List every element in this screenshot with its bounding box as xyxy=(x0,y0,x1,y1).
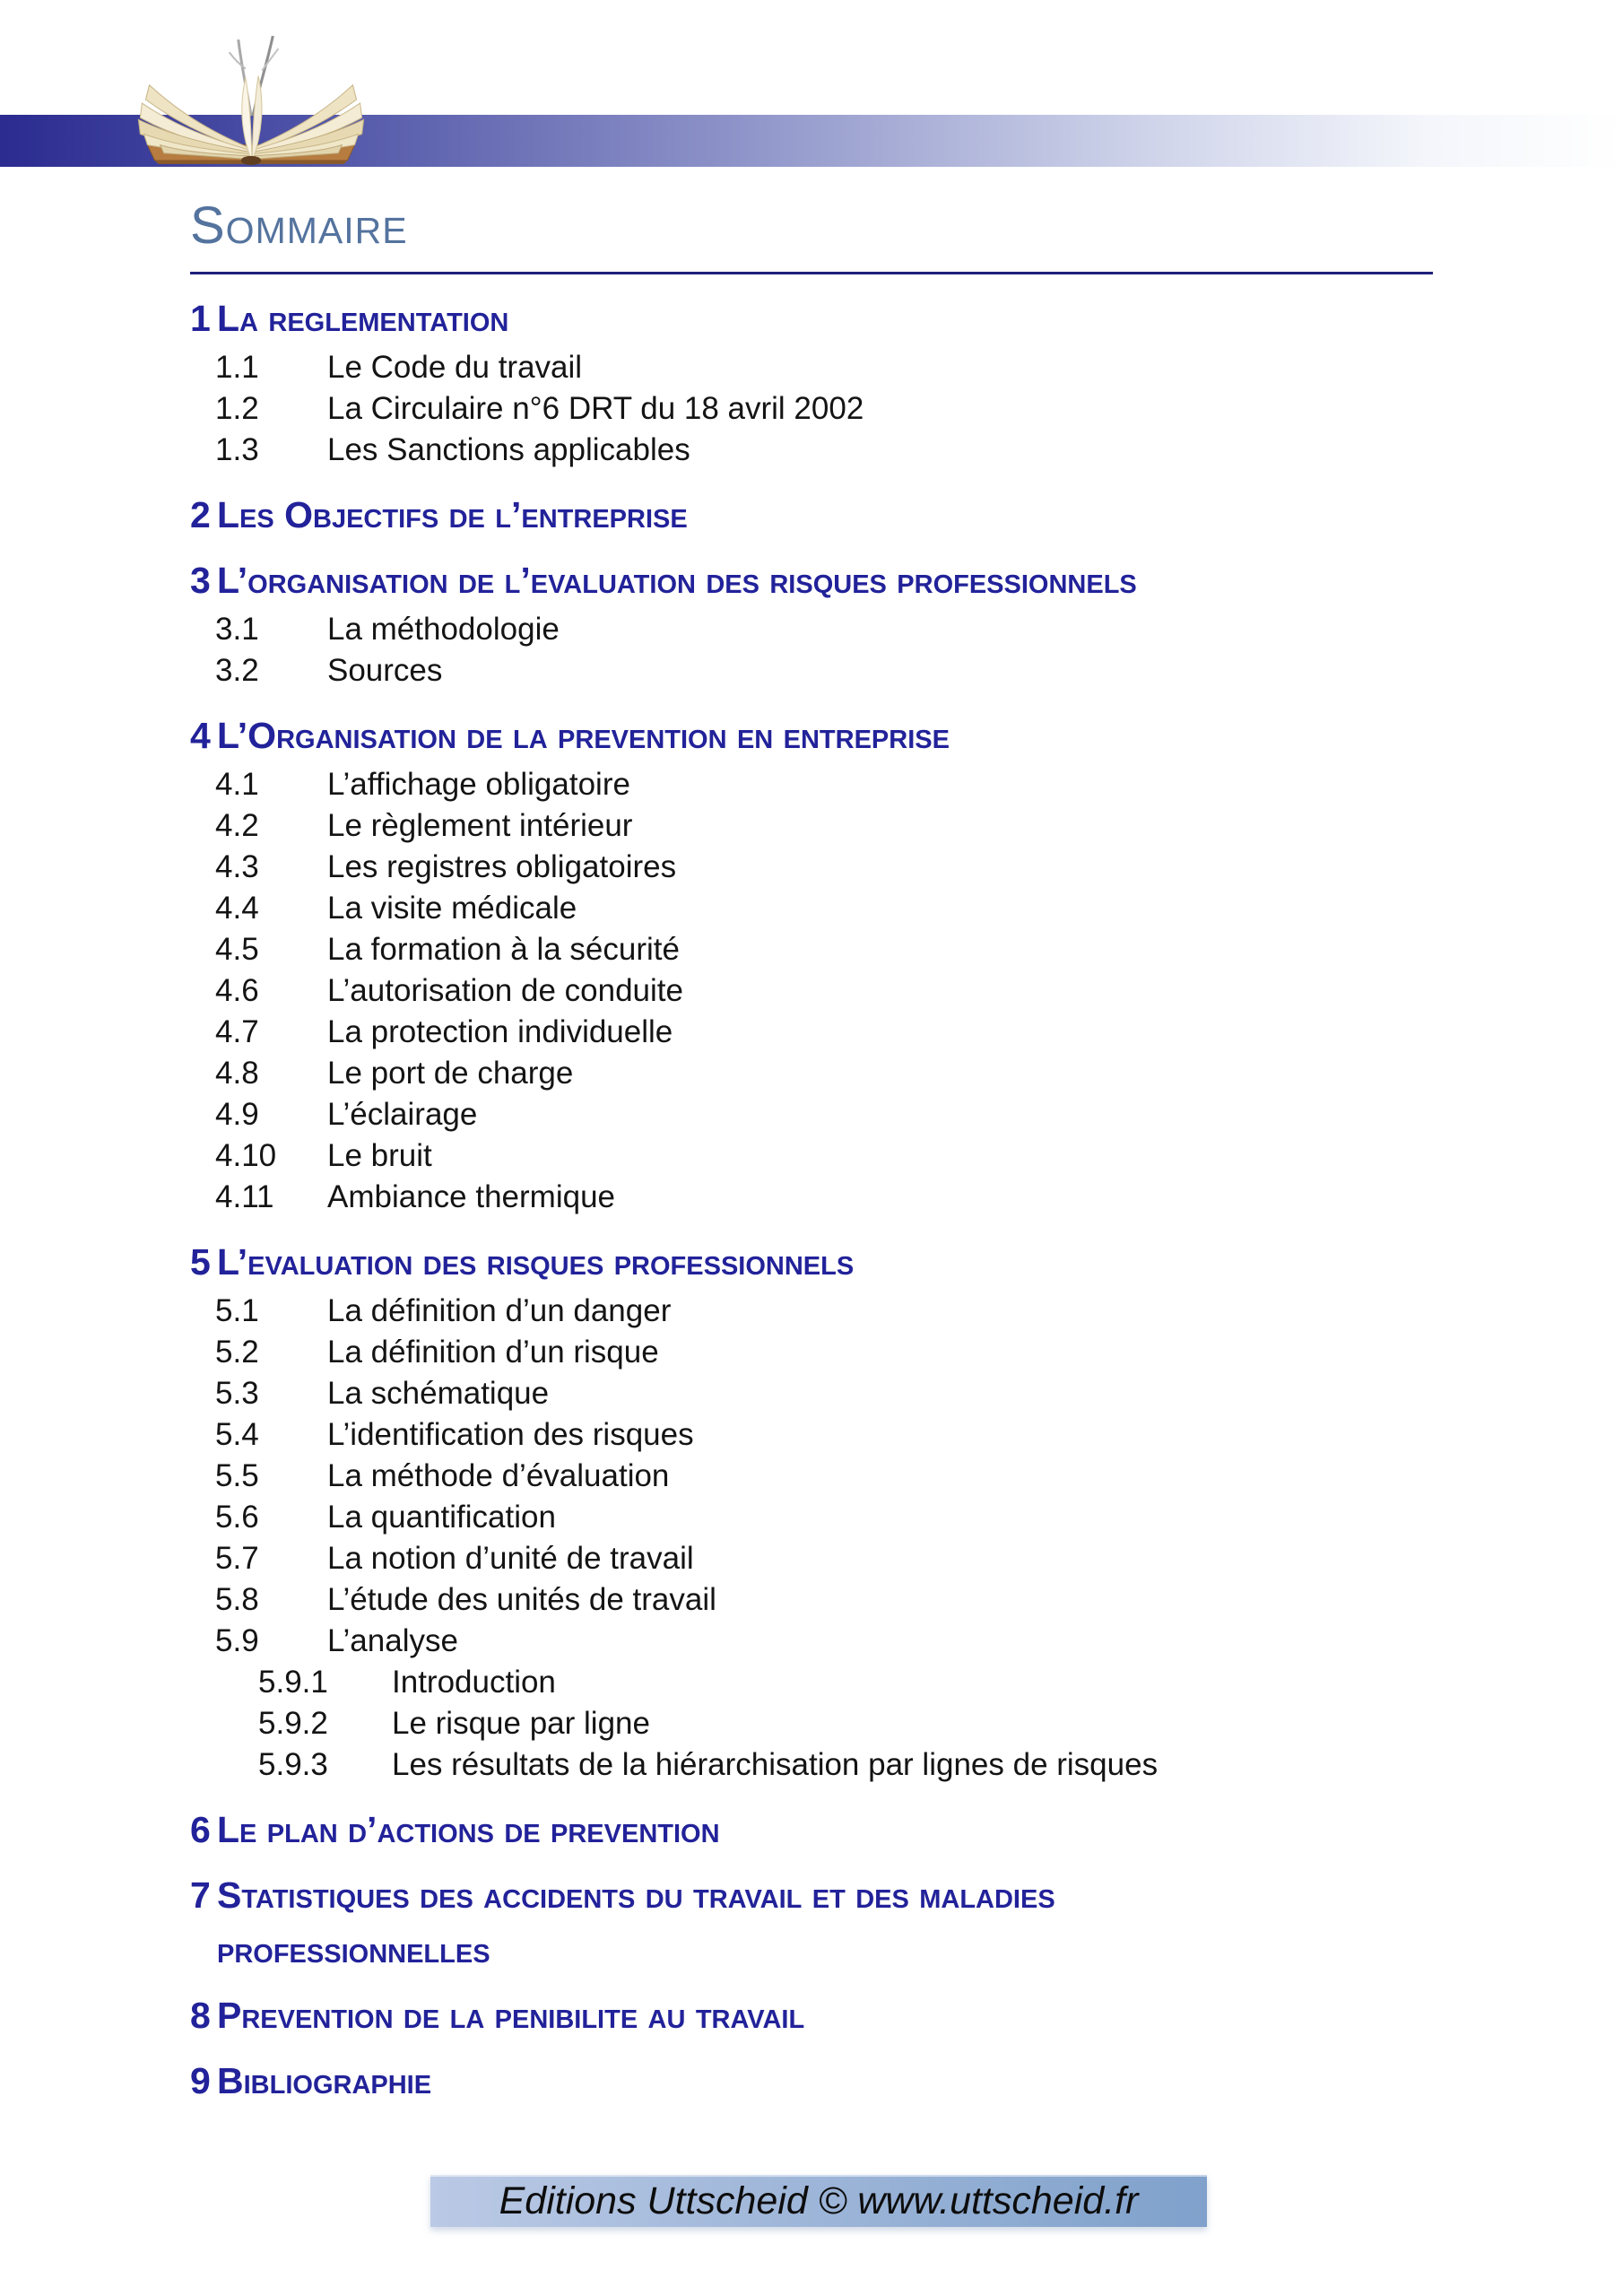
toc-number: 1.1 xyxy=(215,349,259,385)
toc-label: La quantification xyxy=(327,1499,556,1535)
toc-number: 4.9 xyxy=(215,1096,259,1132)
toc-number: 5.9.2 xyxy=(258,1705,328,1741)
toc-number: 5.7 xyxy=(215,1540,259,1576)
toc-entry-4.4 xyxy=(190,888,1433,929)
toc-entry-5.9.1 xyxy=(190,1662,1433,1703)
toc-label: Prevention de la penibilite au travail xyxy=(217,1994,805,2036)
toc-entry-3.1 xyxy=(190,609,1433,650)
toc-label: La visite médicale xyxy=(327,890,577,926)
toc-entry-4.9 xyxy=(190,1094,1433,1135)
toc-number: 1.3 xyxy=(215,431,259,467)
toc-entry-4.3 xyxy=(190,847,1433,888)
toc-number: 9 xyxy=(190,2059,211,2101)
toc-entry-5.9.3 xyxy=(190,1744,1433,1786)
toc-number: 1.2 xyxy=(215,390,259,426)
toc-label: Le port de charge xyxy=(327,1055,574,1091)
toc-number: 5.4 xyxy=(215,1416,259,1452)
toc-label: La définition d’un danger xyxy=(327,1292,672,1328)
toc-label: La méthode d’évaluation xyxy=(327,1457,670,1493)
title-rule xyxy=(190,272,1433,274)
toc-number: 8 xyxy=(190,1994,211,2036)
toc-label: Les Sanctions applicables xyxy=(327,431,690,467)
toc-entry-4.5 xyxy=(190,929,1433,970)
toc-label: Le risque par ligne xyxy=(392,1705,650,1741)
toc-number: 6 xyxy=(190,1808,211,1850)
open-book-icon xyxy=(133,32,369,169)
toc-entry-4.8 xyxy=(190,1053,1433,1094)
toc-label: La méthodologie xyxy=(327,611,560,647)
toc-number: 1 xyxy=(190,297,211,339)
toc-entry-5.2 xyxy=(190,1332,1433,1373)
toc-label: Introduction xyxy=(392,1664,556,1700)
toc-entry-4.1 xyxy=(190,764,1433,805)
toc-heading-2 xyxy=(190,494,1433,536)
toc-label: Les Objectifs de l’entreprise xyxy=(217,493,688,535)
toc-heading-9 xyxy=(190,2060,1433,2102)
toc-entry-4.10 xyxy=(190,1135,1433,1177)
toc-heading-1 xyxy=(190,298,1433,340)
toc-label: Ambiance thermique xyxy=(327,1178,615,1214)
toc-entry-3.2 xyxy=(190,650,1433,691)
toc-entry-4.2 xyxy=(190,805,1433,847)
toc-number: 4 xyxy=(190,714,211,756)
toc-entry-1.3 xyxy=(190,430,1433,471)
toc-label: L’affichage obligatoire xyxy=(327,766,630,802)
page-title: Sommaire xyxy=(190,196,408,255)
toc-number: 5.8 xyxy=(215,1581,259,1617)
toc-number: 5.1 xyxy=(215,1292,259,1328)
toc-entry-5.9 xyxy=(190,1621,1433,1662)
toc-entry-5.4 xyxy=(190,1414,1433,1456)
toc-label: Statistiques des accidents du travail et des maladies professionnelles xyxy=(217,1874,1055,1970)
toc-label: Le bruit xyxy=(327,1137,432,1173)
toc-number: 4.2 xyxy=(215,807,259,843)
toc-number: 4.8 xyxy=(215,1055,259,1091)
toc-label: L’organisation de l’evaluation des risques professionnels xyxy=(217,559,1137,601)
toc-number: 5.9.1 xyxy=(258,1664,328,1700)
toc-section xyxy=(190,196,1433,2109)
toc-heading-5 xyxy=(190,1241,1433,1283)
toc-label: L’Organisation de la prevention en entreprise xyxy=(217,714,950,756)
toc-number: 5.3 xyxy=(215,1375,259,1411)
toc-heading-4 xyxy=(190,715,1433,757)
toc-entry-5.9.2 xyxy=(190,1703,1433,1744)
toc-number: 3 xyxy=(190,559,211,601)
toc-label: L’éclairage xyxy=(327,1096,478,1132)
toc-entry-5.6 xyxy=(190,1497,1433,1538)
toc-label: L’identification des risques xyxy=(327,1416,694,1452)
toc-heading-6 xyxy=(190,1809,1433,1851)
toc-number: 5.6 xyxy=(215,1499,259,1535)
toc-heading-3 xyxy=(190,560,1433,602)
toc-label: L’autorisation de conduite xyxy=(327,972,683,1008)
toc-entry-5.5 xyxy=(190,1456,1433,1497)
toc-number: 4.6 xyxy=(215,972,259,1008)
toc-entry-4.6 xyxy=(190,970,1433,1012)
toc-label: Les résultats de la hiérarchisation par lignes de risques xyxy=(392,1746,1159,1782)
toc-number: 5 xyxy=(190,1240,211,1283)
toc-label: Le plan d’actions de prevention xyxy=(217,1808,720,1850)
toc-number: 7 xyxy=(190,1874,211,1916)
toc-heading-8 xyxy=(190,1995,1433,2037)
toc-label: La protection individuelle xyxy=(327,1013,673,1049)
toc-label: Sources xyxy=(327,652,443,688)
toc-entry-5.8 xyxy=(190,1579,1433,1621)
footer-text: Editions Uttscheid © www.uttscheid.fr xyxy=(499,2179,1139,2222)
toc-label: La notion d’unité de travail xyxy=(327,1540,694,1576)
toc-number: 4.7 xyxy=(215,1013,259,1049)
toc-label: Le règlement intérieur xyxy=(327,807,633,843)
toc-number: 2 xyxy=(190,493,211,535)
toc-number: 4.4 xyxy=(215,890,259,926)
toc-entry-1.2 xyxy=(190,388,1433,430)
toc-entry-4.11 xyxy=(190,1177,1433,1218)
toc-label: L’analyse xyxy=(327,1622,458,1658)
toc-number: 4.10 xyxy=(215,1137,277,1173)
footer-bar xyxy=(430,2175,1207,2227)
toc-number: 5.9.3 xyxy=(258,1746,328,1782)
toc-label: Bibliographie xyxy=(217,2059,432,2101)
toc-entry-1.1 xyxy=(190,347,1433,388)
toc-number: 5.2 xyxy=(215,1334,259,1370)
toc-label: Le Code du travail xyxy=(327,349,583,385)
toc-label: La reglementation xyxy=(217,297,509,339)
toc-number: 3.2 xyxy=(215,652,259,688)
toc-label: L’étude des unités de travail xyxy=(327,1581,716,1617)
toc-label: La Circulaire n°6 DRT du 18 avril 2002 xyxy=(327,390,864,426)
toc-number: 3.1 xyxy=(215,611,259,647)
toc-entry-5.3 xyxy=(190,1373,1433,1414)
toc-number: 5.9 xyxy=(215,1622,259,1658)
toc-entry-5.1 xyxy=(190,1291,1433,1332)
toc xyxy=(190,298,1433,2102)
toc-label: Les registres obligatoires xyxy=(327,848,677,884)
toc-label: L’evaluation des risques professionnels xyxy=(217,1240,855,1283)
toc-label: La schématique xyxy=(327,1375,550,1411)
toc-heading-7 xyxy=(190,1874,1433,1971)
toc-number: 5.5 xyxy=(215,1457,259,1493)
toc-entry-4.7 xyxy=(190,1012,1433,1053)
toc-number: 4.1 xyxy=(215,766,259,802)
toc-number: 4.5 xyxy=(215,931,259,967)
toc-number: 4.11 xyxy=(215,1178,274,1214)
toc-label: La définition d’un risque xyxy=(327,1334,659,1370)
toc-entry-5.7 xyxy=(190,1538,1433,1579)
toc-label: La formation à la sécurité xyxy=(327,931,680,967)
toc-number: 4.3 xyxy=(215,848,259,884)
